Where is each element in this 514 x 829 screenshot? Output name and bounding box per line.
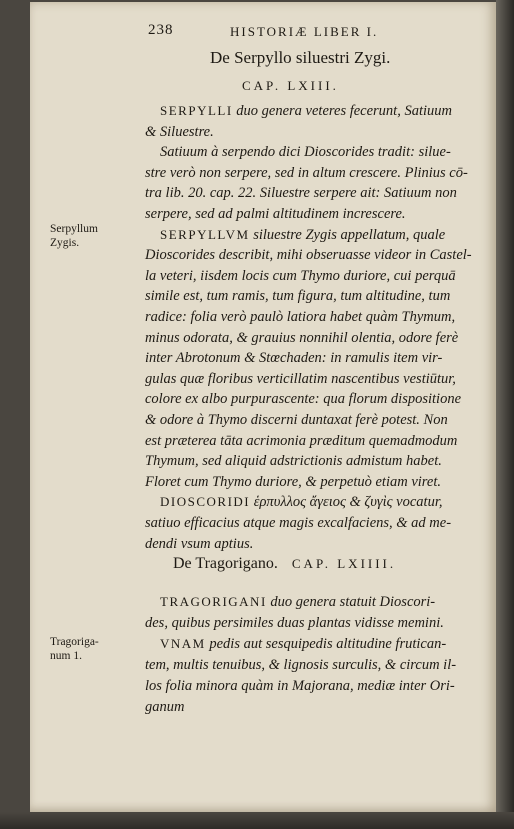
text-line: TRAGORIGANI duo genera statuit Dioscori-: [160, 594, 436, 610]
text-line: & odore à Thymo discerni duntaxat ferè potest. Non: [145, 412, 448, 428]
small-caps-lead: SERPYLLI: [160, 103, 233, 118]
text-line: minus odorata, & grauius nonnihil olentia, odore ferè: [145, 329, 459, 346]
text-line: gulas quæ floribus verticillatim nascentibus vestiūtur,: [145, 370, 456, 387]
chapter-heading: De Serpyllo siluestri Zygi.: [210, 48, 391, 67]
book-bottom-edge: [0, 812, 514, 829]
text-line: Floret cum Thymo duriore, & perpetuò etiam viret.: [145, 473, 441, 490]
text-line: tem, multis tenuibus, & lignosis surculis, & circum il-: [145, 657, 457, 673]
margin-note-serpyllum: Serpyllum Zygis.: [50, 223, 98, 249]
small-caps-lead: DIOSCORIDI: [160, 494, 251, 510]
text-line: satiuo efficacius atque magis excalfaciens, & ad me-: [145, 515, 452, 531]
section-heading: De Tragorigano. CAP. LXIIII.: [173, 555, 397, 572]
small-caps-lead: SERPYLLVM: [160, 226, 250, 242]
running-title: HISTORIÆ LIBER I.: [230, 24, 379, 39]
text-line: est præterea tāta acrimonia præditum quemadmodum: [145, 432, 458, 449]
text-line: serpere, sed ad palmi altitudinem increscere.: [145, 206, 406, 222]
text-line: VNAM pedis aut sesquipedis altitudine frutican-: [160, 636, 447, 652]
text-line: SERPYLLVM siluestre Zygis appellatum, quale: [160, 226, 446, 243]
text-line: & Siluestre.: [145, 123, 214, 140]
text-line: Satiuum à serpendo dici Dioscorides tradit: silue-: [160, 144, 451, 161]
text-line: ganum: [145, 699, 185, 715]
text-line: simile est, tum ramis, tum figura, tum altitudine, tum: [145, 288, 451, 305]
page-number: 238: [148, 22, 174, 38]
book-right-edge: [496, 0, 514, 829]
chapter-number: CAP. LXIII.: [242, 78, 339, 93]
text-line: los folia minora quàm in Majorana, mediæ inter Ori-: [145, 678, 455, 694]
text-line: DIOSCORIDI ἑρπυλλος ἄγειος & ζυγὶς vocatur,: [160, 494, 443, 511]
small-caps-lead: TRAGORIGANI: [160, 594, 267, 609]
text-line: Dioscorides describit, mihi obseruasse videor in Castel-: [145, 247, 472, 264]
book-page: [30, 2, 496, 812]
text-line: colore ex albo purpurascente: qua florum dispositione: [145, 391, 462, 408]
text-line: Thymum, sed aliquid adstrictionis admistum habet.: [145, 453, 442, 470]
text-line: radice: folia verò paulò latiora habet quàm Thymum,: [145, 309, 456, 325]
text-line: stre verò non serpere, sed in altum crescere. Plinius cō-: [145, 164, 468, 181]
text-line: tra lib. 20. cap. 22. Siluestre serpere ait: Satiuum non: [145, 185, 457, 202]
text-line: SERPYLLI duo genera veteres fecerunt, Satiuum: [160, 103, 452, 119]
text-line: la veteri, iisdem locis cum Thymo duriore, cui perquā: [145, 267, 456, 284]
margin-note-tragoriganum: Tragoriga- num 1.: [50, 636, 99, 662]
text-line: des, quibus persimiles duas plantas vidisse memini.: [145, 615, 444, 631]
small-caps-lead: VNAM: [160, 636, 206, 651]
text-line: inter Abrotonum & Stœchaden: in ramulis item vir-: [145, 350, 443, 367]
text-line: dendi vsum aptius.: [145, 535, 254, 552]
